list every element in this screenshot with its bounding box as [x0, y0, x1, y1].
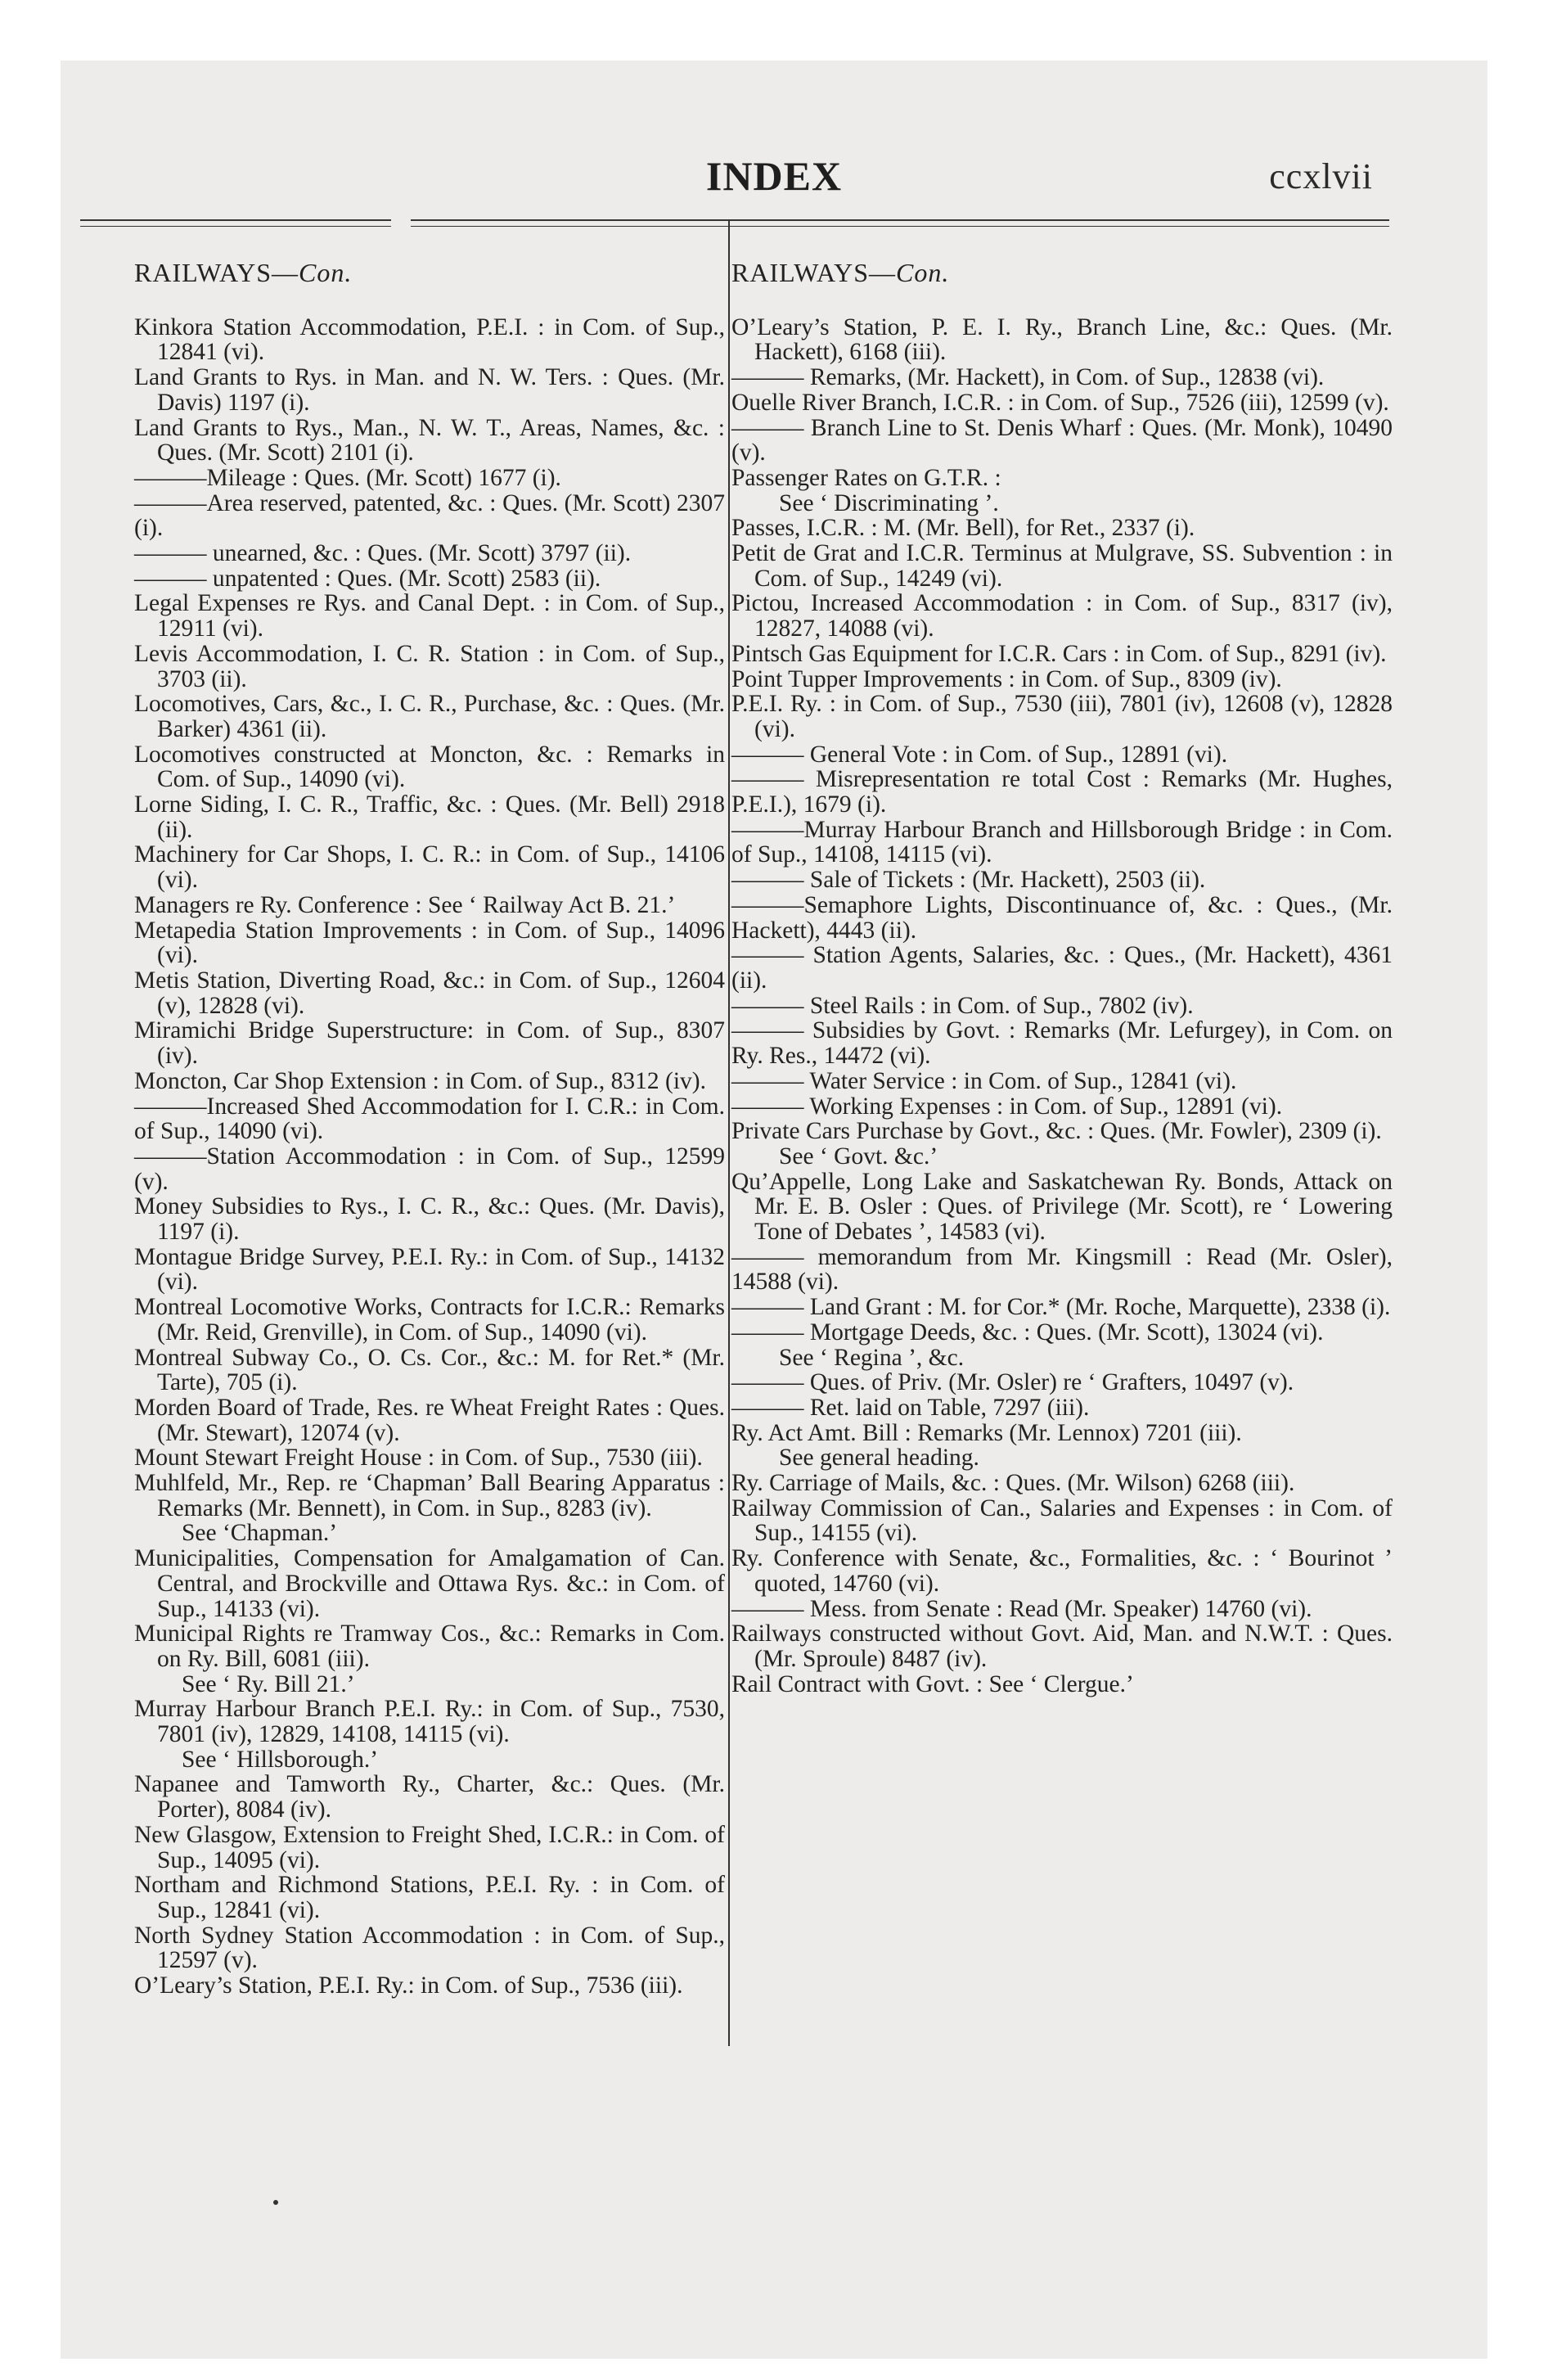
index-entry: Petit de Grat and I.C.R. Terminus at Mulgrave, SS. Subvention : in Com. of Sup., 14249 (vi).	[731, 540, 1393, 592]
index-entry: Levis Accommodation, I. C. R. Station : in Com. of Sup., 3703 (ii).	[134, 640, 725, 692]
index-entry: New Glasgow, Extension to Freight Shed, I.C.R.: in Com. of Sup., 14095 (vi).	[134, 1821, 725, 1873]
page-sheet	[61, 61, 1487, 2359]
index-subentry: ———Increased Shed Accommodation for I. C.R.: in Com. of Sup., 14090 (vi).	[134, 1093, 725, 1145]
index-entry: Metapedia Station Improvements : in Com. of Sup., 14096 (vi).	[134, 917, 725, 969]
index-entry: Montreal Subway Co., O. Cs. Cor., &c.: M. for Ret.* (Mr. Tarte), 705 (i).	[134, 1344, 725, 1396]
index-entry: Passenger Rates on G.T.R. :	[731, 464, 1001, 491]
index-entry: Ry. Carriage of Mails, &c. : Ques. (Mr. Wilson) 6268 (iii).	[731, 1470, 1295, 1497]
index-entry: Land Grants to Rys., Man., N. W. T., Areas, Names, &c. : Ques. (Mr. Scott) 2101 (i).	[134, 414, 725, 467]
index-entry: Land Grants to Rys. in Man. and N. W. Ters. : Ques. (Mr. Davis) 1197 (i).	[134, 364, 725, 416]
index-column-left	[134, 260, 725, 1999]
index-entry: Metis Station, Diverting Road, &c.: in Com. of Sup., 12604 (v), 12828 (vi).	[134, 967, 725, 1019]
index-subentry: ——— Ret. laid on Table, 7297 (iii).	[731, 1394, 1090, 1421]
index-subentry: ——— Subsidies by Govt. : Remarks (Mr. Lefurgey), in Com. on Ry. Res., 14472 (vi).	[731, 1017, 1393, 1070]
index-subentry: ———Semaphore Lights, Discontinuance of, &c. : Ques., (Mr. Hackett), 4443 (ii).	[731, 891, 1393, 944]
page-number: ccxlvii	[1269, 156, 1373, 196]
index-entry: Railway Commission of Can., Salaries and Expenses : in Com. of Sup., 14155 (vi).	[731, 1494, 1393, 1547]
column-heading: RAILWAYS—Con.	[731, 258, 950, 287]
index-entry: Muhlfeld, Mr., Rep. re ‘Chapman’ Ball Bearing Apparatus : Remarks (Mr. Bennett), in Com. in Sup., 8283 (iv).	[134, 1470, 725, 1521]
index-entry: Municipal Rights re Tramway Cos., &c.: Remarks in Com. on Ry. Bill, 6081 (iii).	[134, 1620, 725, 1672]
see-reference: See general heading.	[779, 1445, 979, 1472]
index-entry: Pictou, Increased Accommodation : in Com. of Sup., 8317 (iv), 12827, 14088 (vi).	[731, 590, 1393, 642]
column-heading: RAILWAYS—Con.	[134, 258, 353, 287]
index-subentry: ——— Sale of Tickets : (Mr. Hackett), 2503 (ii).	[731, 867, 1206, 894]
index-subentry: ——— Remarks, (Mr. Hackett), in Com. of Sup., 12838 (vi).	[731, 364, 1325, 391]
index-entry: Lorne Siding, I. C. R., Traffic, &c. : Ques. (Mr. Bell) 2918 (ii).	[134, 791, 725, 843]
index-subentry: ——— unearned, &c. : Ques. (Mr. Scott) 3797 (ii).	[134, 540, 632, 567]
header-rule-left-upper	[80, 219, 391, 221]
index-entry: Locomotives constructed at Moncton, &c. : Remarks in Com. of Sup., 14090 (vi).	[134, 741, 725, 793]
index-subentry: ——— Station Agents, Salaries, &c. : Ques., (Mr. Hackett), 4361 (ii).	[731, 942, 1393, 994]
index-entry: Kinkora Station Accommodation, P.E.I. : in Com. of Sup., 12841 (vi).	[134, 313, 725, 366]
see-reference: See ‘ Hillsborough.’	[182, 1746, 379, 1773]
index-subentry: ——— Ques. of Priv. (Mr. Osler) re ‘ Grafters, 10497 (v).	[731, 1369, 1294, 1396]
column-divider	[728, 221, 730, 2046]
index-entry: O’Leary’s Station, P.E.I. Ry.: in Com. of Sup., 7536 (iii).	[134, 1972, 683, 1999]
index-entry: Montague Bridge Survey, P.E.I. Ry.: in Com. of Sup., 14132 (vi).	[134, 1243, 725, 1296]
index-entry: Pintsch Gas Equipment for I.C.R. Cars : in Com. of Sup., 8291 (iv).	[731, 640, 1387, 667]
index-entry: O’Leary’s Station, P. E. I. Ry., Branch Line, &c.: Ques. (Mr. Hackett), 6168 (iii).	[731, 313, 1393, 366]
index-entry: Qu’Appelle, Long Lake and Saskatchewan Ry. Bonds, Attack on Mr. E. B. Osler : Ques. of Privilege (Mr. Scott), re ‘ Lowering Tone of Debates ’, 14583 (vi).	[731, 1168, 1393, 1246]
index-entry: Private Cars Purchase by Govt., &c. : Ques. (Mr. Fowler), 2309 (i).	[731, 1118, 1382, 1145]
index-entry: Legal Expenses re Rys. and Canal Dept. : in Com. of Sup., 12911 (vi).	[134, 590, 725, 642]
index-subentry: ——— memorandum from Mr. Kingsmill : Read (Mr. Osler), 14588 (vi).	[731, 1243, 1393, 1296]
index-subentry: ——— Working Expenses : in Com. of Sup., 12891 (vi).	[731, 1093, 1283, 1120]
index-entry: Montreal Locomotive Works, Contracts for I.C.R.: Remarks (Mr. Reid, Grenville), in Com. of Sup., 14090 (vi).	[134, 1294, 725, 1346]
index-subentry: ———Mileage : Ques. (Mr. Scott) 1677 (i).	[134, 464, 561, 491]
index-entry: Morden Board of Trade, Res. re Wheat Freight Rates : Ques. (Mr. Stewart), 12074 (v).	[134, 1394, 725, 1446]
index-entry: Locomotives, Cars, &c., I. C. R., Purchase, &c. : Ques. (Mr. Barker) 4361 (ii).	[134, 691, 725, 742]
index-subentry: ——— General Vote : in Com. of Sup., 12891 (vi).	[731, 741, 1228, 768]
index-entry: Ouelle River Branch, I.C.R. : in Com. of Sup., 7526 (iii), 12599 (v).	[731, 389, 1389, 416]
index-subentry: ———Area reserved, patented, &c. : Ques. (Mr. Scott) 2307 (i).	[134, 489, 725, 542]
index-subentry: ——— Mortgage Deeds, &c. : Ques. (Mr. Scott), 13024 (vi).	[731, 1318, 1324, 1346]
index-entry: Money Subsidies to Rys., I. C. R., &c.: Ques. (Mr. Davis), 1197 (i).	[134, 1193, 725, 1246]
index-entry: Moncton, Car Shop Extension : in Com. of Sup., 8312 (iv).	[134, 1067, 706, 1094]
index-subentry: ———Murray Harbour Branch and Hillsborough Bridge : in Com. of Sup., 14108, 14115 (vi).	[731, 816, 1393, 868]
index-entry: Rail Contract with Govt. : See ‘ Clergue.’	[731, 1670, 1134, 1697]
index-entry: Ry. Act Amt. Bill : Remarks (Mr. Lennox) 7201 (iii).	[731, 1419, 1242, 1446]
index-entry: P.E.I. Ry. : in Com. of Sup., 7530 (iii), 7801 (iv), 12608 (v), 12828 (vi).	[731, 691, 1393, 742]
page-title: INDEX	[705, 153, 843, 199]
index-entry: Point Tupper Improvements : in Com. of Sup., 8309 (iv).	[731, 665, 1282, 692]
index-subentry: ——— unpatented : Ques. (Mr. Scott) 2583 (ii).	[134, 565, 601, 592]
index-entry: Municipalities, Compensation for Amalgamation of Can. Central, and Brockville and Ottawa Rys. &c.: in Com. of Sup., 14133 (vi).	[134, 1545, 725, 1622]
see-reference: See ‘ Regina ’, &c.	[779, 1344, 965, 1371]
see-reference: See ‘ Govt. &c.’	[779, 1143, 938, 1170]
see-reference: See ‘ Discriminating ’.	[779, 489, 999, 516]
index-entry: Northam and Richmond Stations, P.E.I. Ry. : in Com. of Sup., 12841 (vi).	[134, 1872, 725, 1923]
ink-speck	[273, 2200, 278, 2205]
index-entry: Napanee and Tamworth Ry., Charter, &c.: Ques. (Mr. Porter), 8084 (iv).	[134, 1771, 725, 1823]
index-subentry: ——— Branch Line to St. Denis Wharf : Ques. (Mr. Monk), 10490 (v).	[731, 414, 1393, 467]
index-entry: North Sydney Station Accommodation : in Com. of Sup., 12597 (v).	[134, 1922, 725, 1974]
index-entry: Murray Harbour Branch P.E.I. Ry.: in Com. of Sup., 7530, 7801 (iv), 12829, 14108, 14115 (vi).	[134, 1696, 725, 1748]
header-rule-right-lower	[411, 226, 1389, 227]
see-reference: See ‘ Ry. Bill 21.’	[182, 1670, 355, 1697]
index-subentry: ——— Misrepresentation re total Cost : Remarks (Mr. Hughes, P.E.I.), 1679 (i).	[731, 766, 1393, 818]
index-entry: Managers re Ry. Conference : See ‘ Railway Act B. 21.’	[134, 891, 676, 918]
index-entry: Machinery for Car Shops, I. C. R.: in Com. of Sup., 14106 (vi).	[134, 841, 725, 894]
index-entry: Miramichi Bridge Superstructure: in Com. of Sup., 8307 (iv).	[134, 1017, 725, 1070]
index-entry: Railways constructed without Govt. Aid, Man. and N.W.T. : Ques. (Mr. Sproule) 8487 (iv).	[731, 1620, 1393, 1672]
index-subentry: ——— Mess. from Senate : Read (Mr. Speaker) 14760 (vi).	[731, 1595, 1312, 1622]
index-entry: Ry. Conference with Senate, &c., Formalities, &c. : ‘ Bourinot ’ quoted, 14760 (vi).	[731, 1545, 1393, 1597]
header-rule-right-upper	[411, 219, 1389, 221]
index-entry: Mount Stewart Freight House : in Com. of Sup., 7530 (iii).	[134, 1445, 703, 1472]
index-subentry: ———Station Accommodation : in Com. of Sup., 12599 (v).	[134, 1143, 725, 1195]
header-rule-left-lower	[80, 226, 391, 227]
see-reference: See ‘Chapman.’	[182, 1520, 338, 1547]
index-column-right	[731, 260, 1393, 1697]
index-subentry: ——— Land Grant : M. for Cor.* (Mr. Roche, Marquette), 2338 (i).	[731, 1294, 1391, 1321]
index-subentry: ——— Steel Rails : in Com. of Sup., 7802 (iv).	[731, 992, 1194, 1019]
index-subentry: ——— Water Service : in Com. of Sup., 12841 (vi).	[731, 1067, 1237, 1094]
index-entry: Passes, I.C.R. : M. (Mr. Bell), for Ret., 2337 (i).	[731, 515, 1195, 542]
